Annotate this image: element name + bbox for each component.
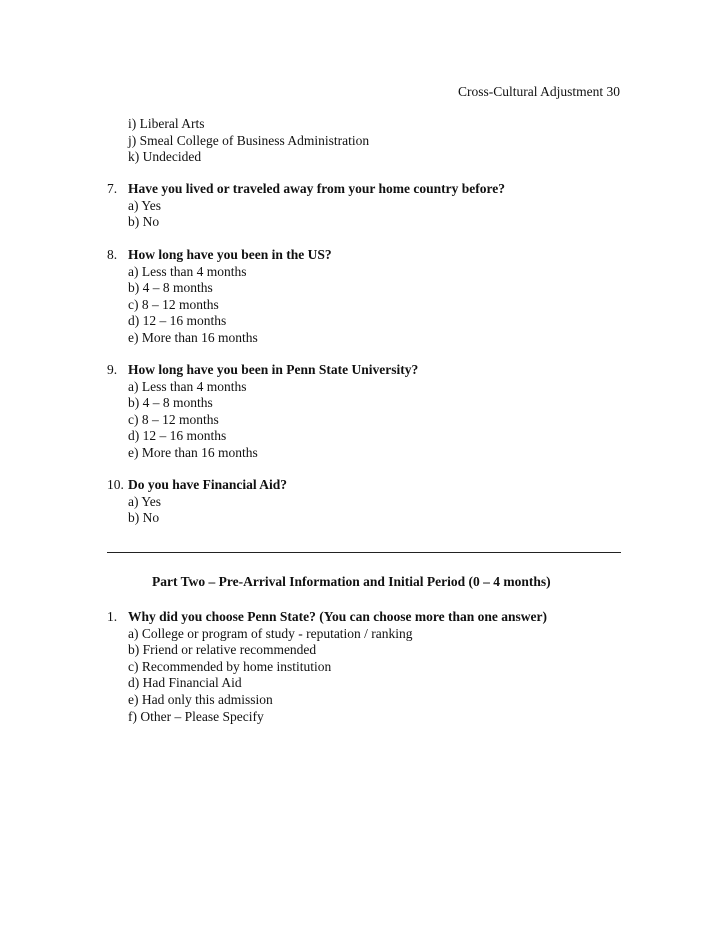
section-divider (107, 552, 621, 553)
option: e) More than 16 months (128, 444, 258, 460)
option: c) 8 – 12 months (128, 296, 219, 312)
question-number: 9. (107, 362, 118, 377)
question-text: How long have you been in the US? (128, 247, 332, 262)
option: e) Had only this admission (128, 691, 273, 707)
option: a) College or program of study - reputation / ranking (128, 625, 413, 641)
option: d) Had Financial Aid (128, 675, 242, 691)
option: a) Less than 4 months (128, 263, 247, 279)
option: a) Yes (128, 493, 162, 509)
option: b) 4 – 8 months (128, 280, 213, 296)
option: e) More than 16 months (128, 329, 258, 345)
option: b) 4 – 8 months (128, 395, 213, 411)
part-two-question-1 (107, 609, 627, 725)
question-9 (107, 362, 627, 462)
question-number: 1. (107, 609, 118, 624)
option: c) 8 – 12 months (128, 411, 219, 427)
option: f) Other – Please Specify (128, 708, 264, 724)
option: j) Smeal College of Business Administration (128, 132, 370, 148)
option: a) Less than 4 months (128, 378, 247, 394)
option: k) Undecided (128, 149, 202, 165)
option: c) Recommended by home institution (128, 658, 332, 674)
option: b) No (128, 214, 160, 230)
option: a) Yes (128, 197, 162, 213)
option: b) No (128, 510, 160, 526)
question-text: Have you lived or traveled away from your home country before? (128, 181, 505, 196)
running-head: Cross-Cultural Adjustment 30 (458, 84, 620, 99)
question-number: 7. (107, 181, 118, 196)
question-number: 10. (107, 477, 124, 492)
option: d) 12 – 16 months (128, 313, 227, 329)
question-7 (107, 181, 627, 231)
option: i) Liberal Arts (128, 116, 205, 131)
question-text: Why did you choose Penn State? (You can choose more than one answer) (128, 609, 548, 624)
question-number: 8. (107, 247, 118, 262)
option: d) 12 – 16 months (128, 428, 227, 444)
continued-options (107, 116, 627, 166)
part-two-title: Part Two – Pre-Arrival Information and Initial Period (0 – 4 months) (152, 574, 551, 589)
question-text: How long have you been in Penn State University? (128, 362, 419, 377)
question-10 (107, 477, 627, 527)
question-text: Do you have Financial Aid? (128, 477, 288, 492)
question-8 (107, 247, 627, 347)
option: b) Friend or relative recommended (128, 642, 317, 658)
